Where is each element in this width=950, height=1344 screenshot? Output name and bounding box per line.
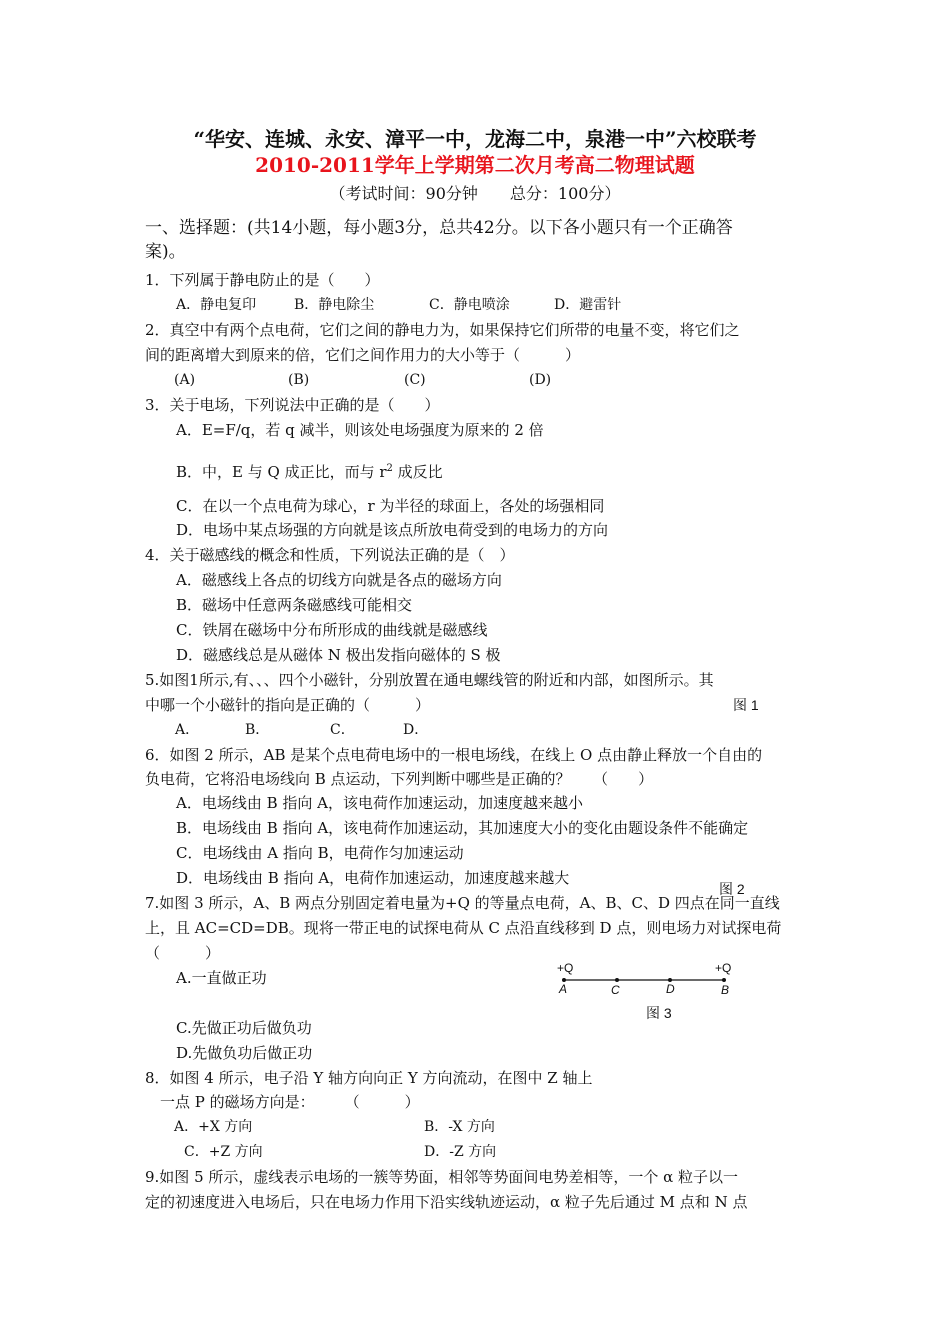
q6-stem: 6．如图 2 所示，AB 是某个点电荷电场中的一根电场线，在线上 O 点由静止释放一个自由的 [145, 746, 763, 764]
fig3-point-d-label: D [666, 982, 675, 996]
q1-option-a: A．静电复印 [176, 297, 257, 313]
q9-stem: 9.如图 5 所示，虚线表示电场的一簇等势面，相邻等势面间电势差相等，一个 α 粒子以一 [145, 1168, 739, 1186]
q2-stem-cont: 间的距离增大到原来的倍，它们之间作用力的大小等于（ ） [145, 346, 581, 364]
q3-option-b [176, 459, 443, 482]
q1-option-d: D．避雷针 [554, 297, 622, 313]
q4-stem: 4．关于磁感线的概念和性质，下列说法正确的是（ ） [145, 546, 515, 564]
q3-option-b-text: B．中，E 与 Q 成正比，而与 r [176, 463, 387, 481]
section-heading-cont: 案)。 [145, 242, 186, 262]
q3-option-d: D．电场中某点场强的方向就是该点所放电荷受到的电场力的方向 [176, 521, 609, 539]
q7-option-c: C.先做正功后做负功 [176, 1019, 312, 1037]
q8-option-b: B．-X 方向 [424, 1119, 495, 1135]
q7-stem-cont: 上，且 AC=CD=DB。现将一带正电的试探电荷从 C 点沿直线移到 D 点，则电场力对试探电荷 [145, 919, 782, 937]
exam-info: （考试时间：90分钟 总分：100分） [329, 184, 621, 203]
fig3-charge-b-label: +Q [715, 961, 732, 975]
q7-option-d: D.先做负功后做正功 [176, 1044, 313, 1062]
q6-figure-label: 图 2 [719, 881, 745, 897]
q8-option-a: A．+X 方向 [174, 1119, 253, 1135]
q2-stem: 2．真空中有两个点电荷，它们之间的静电力为，如果保持它们所带的电量不变，将它们之 [145, 321, 740, 339]
exam-title-line2: 2010-2011学年上学期第二次月考高二物理试题 [255, 153, 695, 177]
fig3-point-c-dot [615, 978, 619, 982]
q1-option-c: C．静电喷涂 [429, 297, 510, 313]
q4-option-d: D．磁感线总是从磁体 N 极出发指向磁体的 S 极 [176, 646, 501, 664]
q3-option-b-exponent: 2 [386, 463, 393, 474]
fig3-point-b-label: B [721, 983, 730, 997]
q6-option-a: A．电场线由 B 指向 A，该电荷作加速运动，加速度越来越小 [176, 794, 583, 812]
q6-option-b: B．电场线由 B 指向 A，该电荷作加速运动，其加速度大小的变化由题设条件不能确定 [176, 819, 749, 837]
q5-option-d: D． [403, 722, 429, 738]
exam-title-line1: “华安、连城、永安、漳平一中，龙海二中，泉港一中”六校联考 [193, 127, 757, 151]
q7-option-a: A.一直做正功 [176, 969, 267, 987]
q3-option-c: C．在以一个点电荷为球心，r 为半径的球面上，各处的场强相同 [176, 497, 605, 515]
q9-stem-cont: 定的初速度进入电场后，只在电场力作用下沿实线轨迹运动，α 粒子先后通过 M 点和 N 点 [145, 1193, 748, 1211]
q8-stem: 8．如图 4 所示，电子沿 Y 轴方向向正 Y 方向流动，在图中 Z 轴上 [145, 1069, 593, 1087]
q7-stem: 7.如图 3 所示，A、B 两点分别固定着电量为+Q 的等量点电荷，A、B、C、D 四点在同一直线 [145, 894, 780, 912]
q1-option-b: B．静电除尘 [294, 297, 375, 313]
fig3-point-b-dot [722, 978, 726, 982]
q8-option-c: C．+Z 方向 [184, 1144, 263, 1160]
fig3-point-c-label: C [611, 983, 620, 997]
q5-option-c: C． [330, 722, 355, 738]
q4-option-b: B．磁场中任意两条磁感线可能相交 [176, 596, 413, 614]
q7-stem-paren: （ ） [145, 944, 221, 962]
q2-option-d: (D) [529, 372, 552, 388]
q5-option-b: B． [245, 722, 270, 738]
q6-stem-cont: 负电荷，它将沿电场线向 B 点运动，下列判断中哪些是正确的？ （ ） [145, 770, 654, 788]
q4-option-a: A．磁感线上各点的切线方向就是各点的磁场方向 [176, 571, 502, 589]
q2-option-b: (B) [288, 372, 310, 388]
q8-option-d: D．-Z 方向 [424, 1144, 497, 1160]
q6-option-d: D．电场线由 B 指向 A，电荷作加速运动，加速度越来越大 [176, 869, 570, 887]
q3-stem: 3．关于电场，下列说法中正确的是（ ） [145, 396, 440, 414]
q3-option-b-tail: 成反比 [392, 463, 443, 481]
q1-stem: 1．下列属于静电防止的是（ ） [145, 271, 380, 289]
q2-option-c: (C) [404, 372, 426, 388]
q5-option-a: A． [175, 722, 200, 738]
section-heading: 一、选择题：(共14小题，每小题3分，总共42分。以下各小题只有一个正确答 [145, 218, 733, 238]
q3-option-a: A．E=F/q，若 q 减半，则该处电场强度为原来的 2 倍 [176, 421, 544, 439]
fig3-caption: 图 3 [646, 1005, 672, 1021]
q5-figure-label: 图 1 [733, 697, 759, 713]
q5-stem: 5.如图1所示,有、、、四个小磁针，分别放置在通电螺线管的附近和内部，如图所示。其 [145, 671, 714, 689]
q4-option-c: C．铁屑在磁场中分布所形成的曲线就是磁感线 [176, 621, 488, 639]
fig3-charge-a-label: +Q [557, 961, 574, 975]
q8-stem-cont: 一点 P 的磁场方向是： （ ） [160, 1093, 420, 1111]
q6-option-c: C．电场线由 A 指向 B，电荷作匀加速运动 [176, 844, 464, 862]
fig3-point-a-label: A [559, 982, 568, 996]
q2-option-a: (A) [174, 372, 196, 388]
q5-stem-cont: 中哪一个小磁针的指向是正确的（ ） [145, 696, 431, 714]
